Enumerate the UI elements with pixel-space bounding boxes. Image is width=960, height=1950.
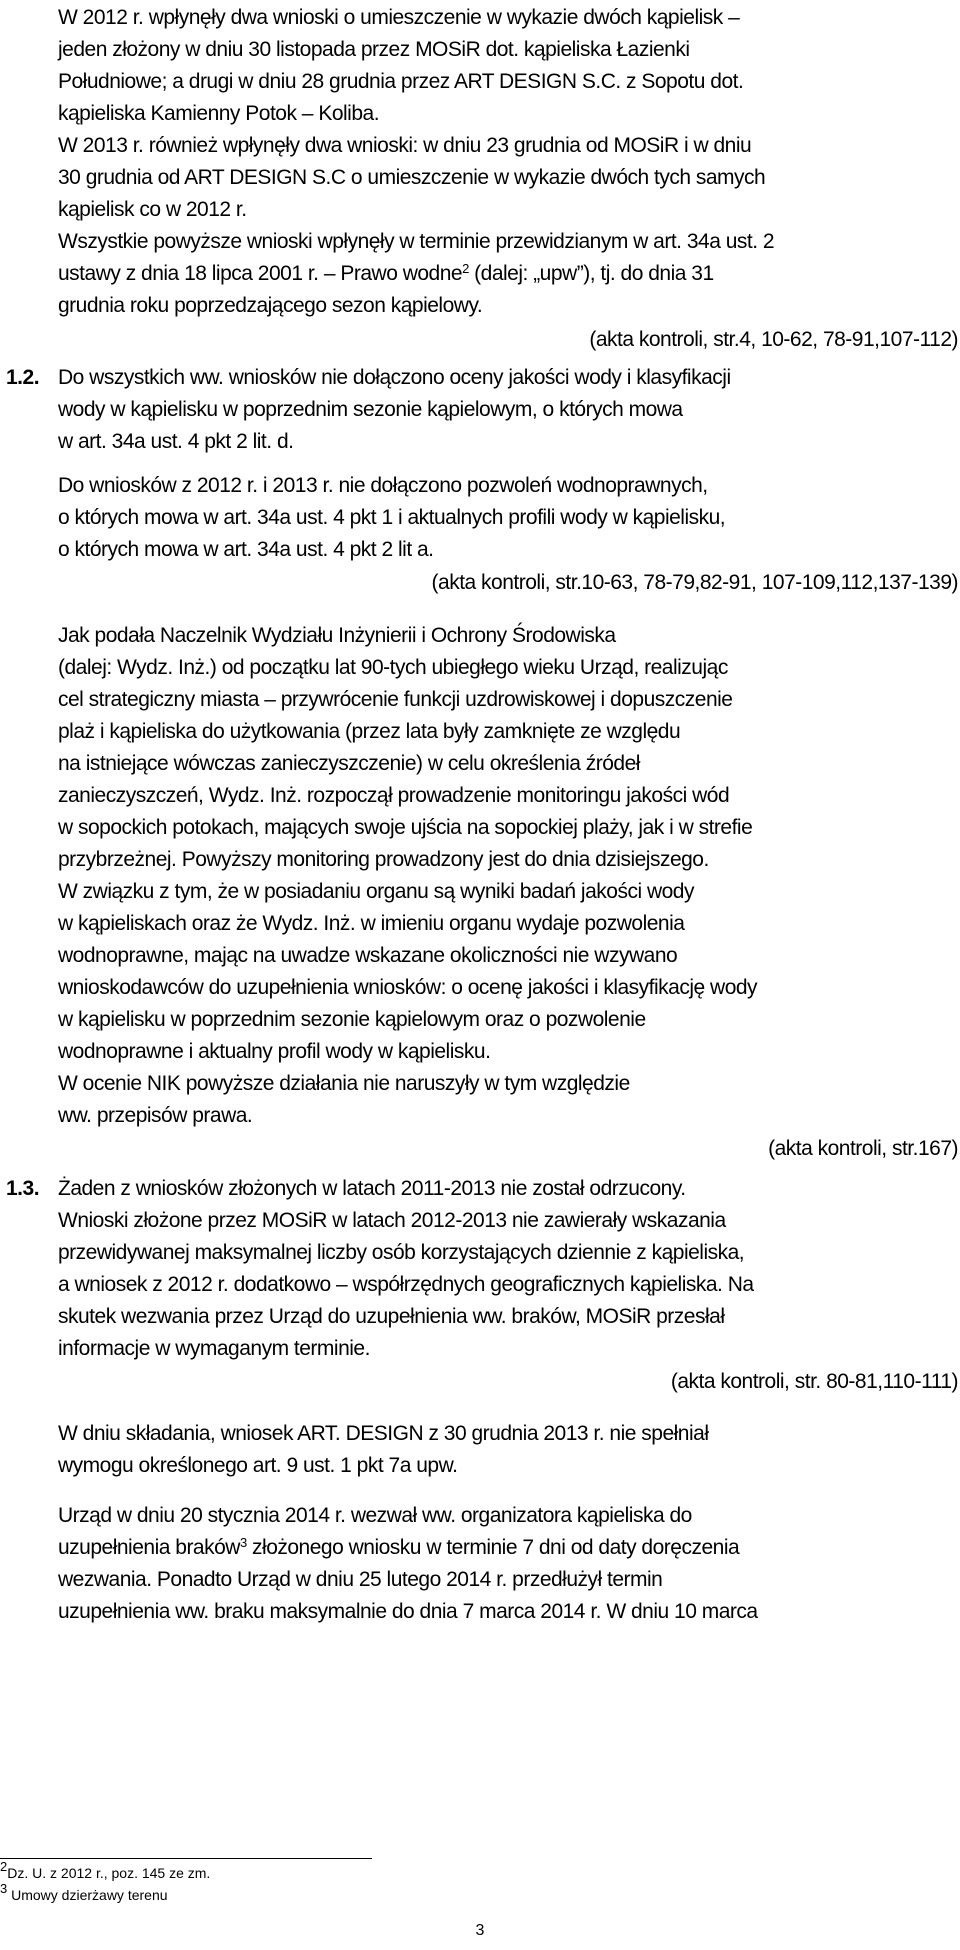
- text-line: na istniejące wówczas zanieczyszczenie) w celu określenia źródeł: [58, 752, 640, 775]
- text-line: Urząd w dniu 20 stycznia 2014 r. wezwał ww. organizatora kąpieliska do: [58, 1504, 692, 1527]
- text-line: uzupełnienia braków$^3$ złożonego wniosku w terminie 7 dni od daty doręczenia: [58, 1535, 740, 1559]
- paragraph-2012-applications: [58, 2, 958, 130]
- footnotes: [0, 1859, 600, 1906]
- files-reference: (akta kontroli, str. 80-81,110-111): [670, 1370, 958, 1393]
- text-line: a wniosek z 2012 r. dodatkowo – współrzędnych geograficznych kąpieliska. Na: [58, 1273, 754, 1296]
- text-line: zanieczyszczeń, Wydz. Inż. rozpoczął prowadzenie monitoringu jakości wód: [58, 784, 730, 807]
- footnote-separator: [0, 1858, 372, 1859]
- footnote-ref-2: 2: [462, 261, 469, 276]
- text-line: W dniu składania, wniosek ART. DESIGN z 30 grudnia 2013 r. nie spełniał: [58, 1422, 709, 1445]
- footnote-mark: 3: [0, 1881, 8, 1896]
- text-line: ustawy z dnia 18 lipca 2001 r. – Prawo wodne$^2$ (dalej: „upw”), tj. do dnia 31: [58, 261, 714, 285]
- text-line: Południowe; a drugi w dniu 28 grudnia przez ART DESIGN S.C. z Sopotu dot.: [58, 70, 744, 93]
- text-line: o których mowa w art. 34a ust. 4 pkt 1 i aktualnych profili wody w kąpielisku,: [58, 506, 726, 529]
- footnote-mark: 2: [0, 1859, 8, 1874]
- text-line: wodnoprawne i aktualny profil wody w kąpielisku.: [58, 1040, 491, 1063]
- text-line: Jak podała Naczelnik Wydziału Inżynierii i Ochrony Środowiska: [58, 624, 616, 647]
- text-line: wnioskodawców do uzupełnienia wniosków: o ocenę jakości i klasyfikację wody: [58, 976, 758, 999]
- text-line: Do wszystkich ww. wniosków nie dołączono oceny jakości wody i klasyfikacji: [58, 366, 731, 389]
- paragraph-none-rejected: [6, 1173, 958, 1205]
- text-line: 30 grudnia od ART DESIGN S.C o umieszczenie w wykazie dwóch tych samych: [58, 166, 766, 189]
- text-line: wodnoprawne, mając na uwadze wskazane okoliczności nie wzywano: [58, 944, 678, 967]
- paragraph-summons: [58, 1500, 958, 1628]
- paragraph-no-water-quality: [6, 362, 958, 458]
- text-line: W 2012 r. wpłynęły dwa wnioski o umieszczenie w wykazie dwóch kąpielisk –: [58, 6, 740, 29]
- text-line: plaż i kąpieliska do użytkowania (przez lata były zamknięte ze względu: [58, 720, 681, 743]
- text-line: Do wniosków z 2012 r. i 2013 r. nie dołączono pozwoleń wodnoprawnych,: [58, 474, 708, 497]
- text-line: W związku z tym, że w posiadaniu organu są wyniki badań jakości wody: [58, 880, 694, 903]
- text-line: Żaden z wniosków złożonych w latach 2011-2013 nie został odrzucony.: [58, 1177, 686, 1200]
- files-reference: (akta kontroli, str.167): [768, 1137, 958, 1160]
- text-line: Wnioski złożone przez MOSiR w latach 2012-2013 nie zawierały wskazania: [58, 1209, 726, 1232]
- footnote-2: 2Dz. U. z 2012 r., poz. 145 ze zm.: [0, 1859, 211, 1881]
- text-line: W ocenie NIK powyższe działania nie naruszyły w tym względzie: [58, 1072, 630, 1095]
- text-line: W 2013 r. również wpłynęły dwa wnioski: w dniu 23 grudnia od MOSiR i w dniu: [58, 134, 752, 157]
- text-line: w kąpieliskach oraz że Wydz. Inż. w imieniu organu wydaje pozwolenia: [58, 912, 685, 935]
- text-line: jeden złożony w dniu 30 listopada przez MOSiR dot. kąpieliska Łazienki: [58, 38, 690, 61]
- section-number: 1.2.: [6, 366, 40, 389]
- text-line: Wszystkie powyższe wnioski wpłynęły w terminie przewidzianym w art. 34a ust. 2: [58, 230, 775, 253]
- text-line: w sopockich potokach, mających swoje ujścia na sopockiej plaży, jak i w strefie: [58, 816, 753, 839]
- text-line: przybrzeżnej. Powyższy monitoring prowadzony jest do dnia dzisiejszego.: [58, 848, 709, 871]
- text-line: grudnia roku poprzedzającego sezon kąpielowy.: [58, 294, 483, 317]
- text-line: kąpielisk co w 2012 r.: [58, 198, 247, 221]
- section-number: 1.3.: [6, 1177, 40, 1200]
- paragraph-2013-applications: [58, 130, 958, 226]
- text-line: wymogu określonego art. 9 ust. 1 pkt 7a upw.: [58, 1454, 458, 1477]
- text-line: kąpieliska Kamienny Potok – Koliba.: [58, 102, 380, 125]
- footnote-3: 3 Umowy dzierżawy terenu: [0, 1881, 168, 1903]
- paragraph-art-design: [58, 1418, 958, 1482]
- paragraph-head-explanation: [58, 620, 958, 1068]
- text-line: wezwania. Ponadto Urząd w dniu 25 lutego 2014 r. przedłużył termin: [58, 1568, 663, 1591]
- text-line: przewidywanej maksymalnej liczby osób korzystających dziennie z kąpieliska,: [58, 1241, 745, 1264]
- text-line: informacje w wymaganym terminie.: [58, 1337, 370, 1360]
- files-reference: (akta kontroli, str.10-63, 78-79,82-91, 107-109,112,137-139): [431, 571, 958, 594]
- text-line: w art. 34a ust. 4 pkt 2 lit. d.: [58, 430, 294, 453]
- paragraph-no-permits: [58, 470, 958, 566]
- text-line: w kąpielisku w poprzednim sezonie kąpielowym oraz o pozwolenie: [58, 1008, 646, 1031]
- page-number: 3: [475, 1922, 485, 1939]
- files-reference: (akta kontroli, str.4, 10-62, 78-91,107-112): [589, 328, 958, 351]
- paragraph-mosir-missing-data: [58, 1205, 958, 1365]
- footnote-ref-3: 3: [239, 1535, 247, 1550]
- paragraph-deadline: [58, 226, 958, 322]
- text-line: o których mowa w art. 34a ust. 4 pkt 2 lit a.: [58, 538, 434, 561]
- paragraph-nik-assessment: [58, 1068, 958, 1132]
- text-line: skutek wezwania przez Urząd do uzupełnienia ww. braków, MOSiR przesłał: [58, 1305, 725, 1328]
- text-line: wody w kąpielisku w poprzednim sezonie kąpielowym, o których mowa: [58, 398, 683, 421]
- text-line: uzupełnienia ww. braku maksymalnie do dnia 7 marca 2014 r. W dniu 10 marca: [58, 1600, 758, 1623]
- text-line: (dalej: Wydz. Inż.) od początku lat 90-tych ubiegłego wieku Urząd, realizując: [58, 656, 728, 679]
- text-line: ww. przepisów prawa.: [58, 1104, 253, 1127]
- text-line: cel strategiczny miasta – przywrócenie funkcji uzdrowiskowej i dopuszczenie: [58, 688, 733, 711]
